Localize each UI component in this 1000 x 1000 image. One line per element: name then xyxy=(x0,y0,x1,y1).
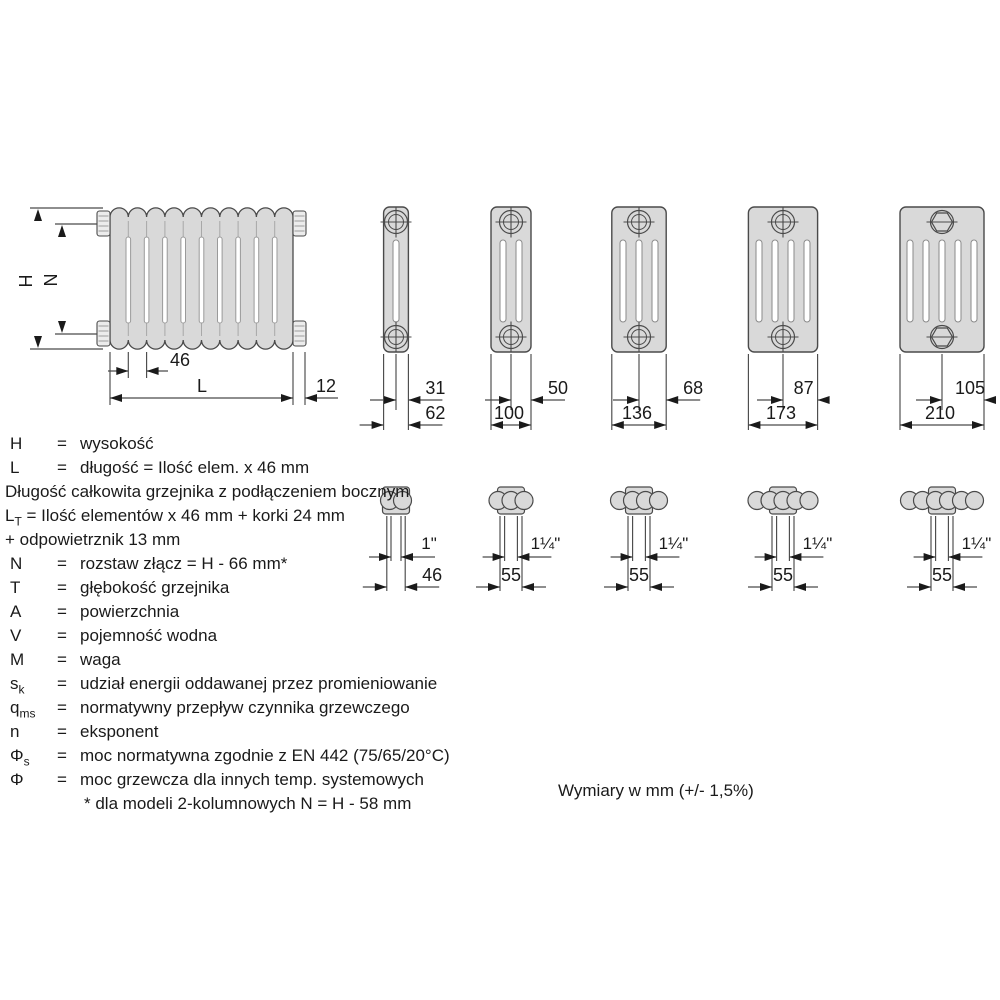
dimension-arrowhead xyxy=(748,421,760,429)
legend-text: = xyxy=(57,578,67,597)
legend-symbol-subscript: T xyxy=(14,514,22,529)
legend-text: waga xyxy=(80,650,121,669)
top-view-dimensions xyxy=(907,516,991,591)
pitch-label: 46 xyxy=(422,565,443,585)
legend-text: Długość całkowita grzejnika z podłączeniem bocznym xyxy=(5,482,410,501)
column-slot xyxy=(756,240,762,322)
dimension-arrowhead xyxy=(616,583,628,591)
legend-symbol-base: Φ xyxy=(10,746,24,765)
dimension-arrowhead xyxy=(531,396,543,404)
pitch-label: 55 xyxy=(772,565,794,585)
dimension-arrowhead xyxy=(654,421,666,429)
legend-text: moc grzewcza dla innych temp. systemowych xyxy=(80,770,424,789)
legend-symbol-base: N xyxy=(10,554,23,573)
top-view-dimensions xyxy=(476,516,560,591)
legend-text: = xyxy=(57,458,67,477)
legend-symbol-base: L xyxy=(5,506,15,525)
column-tube-circle xyxy=(966,492,984,510)
element-width-label: 46 xyxy=(169,350,191,370)
dimension-arrowhead xyxy=(972,421,984,429)
column-slot xyxy=(772,240,778,322)
legend-symbol xyxy=(10,457,19,478)
thread-size-label: 1¼" xyxy=(961,534,992,553)
legend-symbol-subscript: s xyxy=(23,754,30,769)
legend-text: = xyxy=(57,722,67,741)
column-slot xyxy=(907,240,913,322)
column-slot xyxy=(971,240,977,322)
legend-text: + odpowietrznik 13 mm xyxy=(5,530,181,549)
legend-symbol-base: V xyxy=(10,626,22,645)
legend-symbol xyxy=(10,433,22,454)
dimension-arrowhead xyxy=(919,583,931,591)
legend-text: głębokość grzejnika xyxy=(80,578,230,597)
pitch-label: 55 xyxy=(500,565,522,585)
full-depth-label: 62 xyxy=(425,403,446,423)
dimension-arrowhead xyxy=(645,553,657,561)
legend-symbol-base: H xyxy=(10,434,23,453)
legend-text: normatywny przepływ czynnika grzewczego xyxy=(80,698,410,717)
side-view-depth-dimensions xyxy=(612,354,703,430)
dimension-arrowhead xyxy=(765,553,777,561)
legend-symbol-base: M xyxy=(10,650,25,669)
legend-symbol-base: Φ xyxy=(10,770,24,789)
legend-symbol xyxy=(10,649,24,670)
dimension-arrowhead xyxy=(650,583,662,591)
length-label: L xyxy=(196,376,208,396)
legend-symbol-subscript: k xyxy=(18,682,25,697)
legend-text: = xyxy=(57,650,67,669)
legend-symbol xyxy=(10,577,20,598)
legend-text: = xyxy=(57,746,67,765)
legend-text: = xyxy=(57,674,67,693)
side-view-depth-dimensions xyxy=(748,354,829,430)
side-view-depth-dimensions xyxy=(485,354,568,430)
legend-text: = xyxy=(57,602,67,621)
column-slot xyxy=(788,240,794,322)
dimension-arrowhead xyxy=(517,553,529,561)
column-slot xyxy=(500,240,506,322)
pitch-label: 55 xyxy=(931,565,953,585)
dimension-arrowhead xyxy=(488,583,500,591)
legend-text: długość = Ilość elem. x 46 mm xyxy=(80,458,310,477)
dimension-arrowhead xyxy=(948,553,960,561)
dimension-arrowhead xyxy=(953,583,965,591)
top-view-3-column xyxy=(489,487,533,514)
column-slot xyxy=(652,240,658,322)
column-tube-circle xyxy=(800,492,818,510)
legend-text: = xyxy=(57,770,67,789)
full-depth-label: 100 xyxy=(493,403,525,423)
legend-symbol xyxy=(10,553,22,574)
legend-symbol-base: n xyxy=(10,722,20,741)
column-slot xyxy=(923,240,929,322)
side-view-depth-dimensions xyxy=(900,354,996,430)
dimensions-note: Wymiary w mm (+/- 1,5%) xyxy=(558,781,754,800)
legend-symbol xyxy=(10,769,24,790)
symbol-legend xyxy=(0,0,470,1000)
column-slot xyxy=(955,240,961,322)
full-depth-label: 136 xyxy=(621,403,653,423)
column-tube-circle xyxy=(515,492,533,510)
legend-text: = Ilość elementów x 46 mm + korki 24 mm xyxy=(21,506,345,525)
legend-symbol xyxy=(10,601,21,622)
legend-text: pojemność wodna xyxy=(80,626,218,645)
legend-symbol-base: T xyxy=(10,578,21,597)
column-slot xyxy=(939,240,945,322)
legend-text: eksponent xyxy=(80,722,159,741)
legend-text: = xyxy=(57,698,67,717)
top-view-5-column xyxy=(748,487,818,514)
legend-symbol-subscript: ms xyxy=(19,706,36,721)
legend-symbol-base: L xyxy=(10,458,20,477)
full-depth-label: 173 xyxy=(765,403,797,423)
legend-text: moc normatywna zgodnie z EN 442 (75/65/20°C) xyxy=(80,746,450,765)
dimension-arrowhead xyxy=(493,553,505,561)
half-depth-label: 50 xyxy=(547,378,569,398)
legend-symbol-base: q xyxy=(10,698,20,717)
top-view-dimensions xyxy=(748,516,832,591)
top-view-dimensions xyxy=(604,516,688,591)
column-slot xyxy=(804,240,810,322)
legend-symbol xyxy=(10,625,21,646)
dimension-arrowhead xyxy=(900,421,912,429)
half-depth-label: 68 xyxy=(683,378,704,398)
dimension-arrowhead xyxy=(794,583,806,591)
thread-size-label: 1¼" xyxy=(802,534,833,553)
connector-spacing-label: N xyxy=(40,273,60,287)
column-slot xyxy=(636,240,642,322)
height-label: H xyxy=(15,274,35,288)
dimension-arrowhead xyxy=(621,553,633,561)
dimension-arrowhead xyxy=(806,421,818,429)
thread-size-label: 1¼" xyxy=(530,534,561,553)
legend-symbol xyxy=(10,721,19,742)
legend-text: powierzchnia xyxy=(80,602,180,621)
legend-text: * dla modeli 2-kolumnowych N = H - 58 mm xyxy=(84,794,412,813)
column-slot xyxy=(516,240,522,322)
legend-text: = xyxy=(57,626,67,645)
dimension-arrowhead xyxy=(984,396,996,404)
legend-symbol-base: s xyxy=(10,674,19,693)
dimension-arrowhead xyxy=(522,583,534,591)
full-depth-label: 210 xyxy=(924,403,956,423)
thread-size-label: 1¼" xyxy=(658,534,689,553)
legend-text: rozstaw złącz = H - 66 mm* xyxy=(80,554,288,573)
legend-text: = xyxy=(57,554,67,573)
half-depth-label: 87 xyxy=(793,378,814,398)
half-depth-label: 105 xyxy=(954,378,986,398)
legend-text: = xyxy=(57,434,67,453)
legend-text: wysokość xyxy=(80,434,154,453)
dimension-arrowhead xyxy=(789,553,801,561)
dimension-arrowhead xyxy=(666,396,678,404)
half-depth-label: 31 xyxy=(425,378,446,398)
top-view-6-column xyxy=(901,487,984,514)
top-view-4-column xyxy=(611,487,668,514)
column-slot xyxy=(620,240,626,322)
dimension-arrowhead xyxy=(760,583,772,591)
dimension-arrowhead xyxy=(818,396,830,404)
legend-text: udział energii oddawanej przez promieniowanie xyxy=(80,674,438,693)
side-view-6-column xyxy=(900,207,984,352)
end-extension-label: 12 xyxy=(315,376,337,396)
column-tube-circle xyxy=(650,492,668,510)
thread-size-label: 1" xyxy=(421,534,437,553)
dimension-arrowhead xyxy=(924,553,936,561)
pitch-label: 55 xyxy=(628,565,650,585)
legend-symbol-base: A xyxy=(10,602,22,621)
